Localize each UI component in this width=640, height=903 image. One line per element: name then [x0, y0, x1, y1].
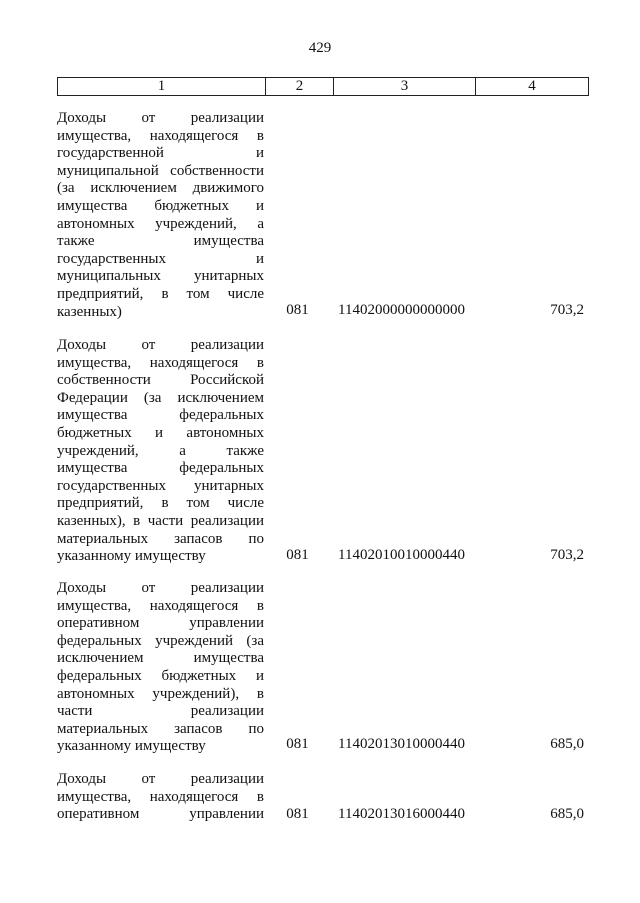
- description-line: имущества бюджетных и: [57, 197, 264, 214]
- column-header-4: 4: [476, 78, 589, 96]
- description-line: муниципальной собственности: [57, 162, 264, 179]
- description-line: государственной и: [57, 145, 264, 162]
- description-line: указанному имуществу: [57, 738, 206, 755]
- description-line: имущества, находящегося в: [57, 788, 264, 805]
- row-description: [57, 337, 264, 566]
- description-line: предприятий, в том числе: [57, 285, 264, 302]
- row-amount: 685,0: [550, 736, 584, 752]
- description-line: (за исключением движимого: [57, 180, 264, 197]
- column-header-3: 3: [334, 78, 476, 96]
- row-kbk: 11402010010000440: [338, 547, 465, 563]
- row-amount: 685,0: [550, 806, 584, 822]
- row-kbk: 11402013016000440: [338, 806, 465, 822]
- row-description: [57, 771, 264, 824]
- description-line: имущества, находящегося в: [57, 597, 264, 614]
- description-line: муниципальных унитарных: [57, 268, 264, 285]
- description-line: исключением имущества: [57, 650, 264, 667]
- row-kbk: 11402000000000000: [338, 302, 465, 318]
- row-kbk: 11402013010000440: [338, 736, 465, 752]
- row-code: 081: [286, 806, 309, 822]
- description-line: также имущества: [57, 233, 264, 250]
- description-line: Федерации (за исключением: [57, 389, 264, 406]
- row-code: 081: [286, 302, 309, 318]
- description-line: материальных запасов по: [57, 720, 264, 737]
- description-line: бюджетных и автономных: [57, 424, 264, 441]
- description-line: казенных): [57, 303, 122, 320]
- description-line: оперативном управлении: [57, 615, 264, 632]
- description-line: оперативном управлении: [57, 806, 264, 823]
- description-line: учреждений, а также: [57, 442, 264, 459]
- description-line: имущества федеральных: [57, 460, 264, 477]
- description-line: материальных запасов по: [57, 530, 264, 547]
- description-line: Доходы от реализации: [57, 337, 264, 353]
- description-line: части реализации: [57, 703, 264, 720]
- description-line: имущества, находящегося в: [57, 127, 264, 144]
- description-line: Доходы от реализации: [57, 771, 264, 787]
- description-line: имущества федеральных: [57, 407, 264, 424]
- description-line: государственных и: [57, 250, 264, 267]
- description-line: государственных унитарных: [57, 477, 264, 494]
- row-description: [57, 580, 264, 756]
- row-amount: 703,2: [550, 302, 584, 318]
- description-line: указанному имуществу: [57, 548, 206, 565]
- description-line: федеральных бюджетных и: [57, 667, 264, 684]
- description-line: автономных учреждений), в: [57, 685, 264, 702]
- column-header-2: 2: [266, 78, 334, 96]
- column-header-1: 1: [58, 78, 266, 96]
- description-line: федеральных учреждений (за: [57, 632, 264, 649]
- column-header-row: [57, 77, 589, 96]
- description-line: автономных учреждений, а: [57, 215, 264, 232]
- description-line: предприятий, в том числе: [57, 495, 264, 512]
- row-code: 081: [286, 736, 309, 752]
- description-line: собственности Российской: [57, 372, 264, 389]
- row-code: 081: [286, 547, 309, 563]
- description-line: имущества, находящегося в: [57, 354, 264, 371]
- description-line: казенных), в части реализации: [57, 512, 264, 529]
- description-line: Доходы от реализации: [57, 110, 264, 126]
- description-line: Доходы от реализации: [57, 580, 264, 596]
- row-description: [57, 110, 264, 321]
- row-amount: 703,2: [550, 547, 584, 563]
- page-number: 429: [308, 40, 332, 56]
